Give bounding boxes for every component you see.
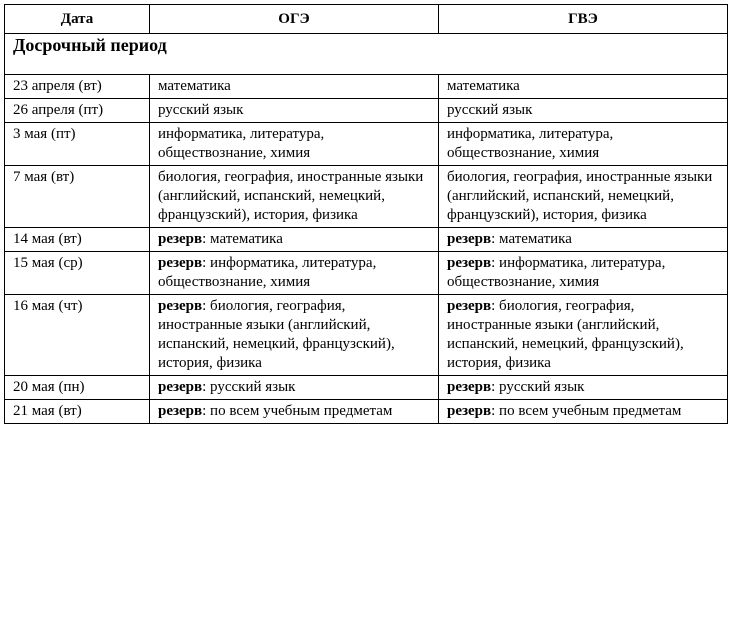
row-date: 26 апреля (пт)	[5, 99, 150, 123]
reserve-label: резерв	[158, 231, 203, 247]
table-row	[5, 75, 728, 99]
row-oge	[150, 123, 439, 166]
row-gve	[439, 99, 728, 123]
row-date: 14 мая (вт)	[5, 228, 150, 252]
oge-subjects: математика	[158, 78, 231, 94]
row-gve	[439, 376, 728, 400]
row-date: 20 мая (пн)	[5, 376, 150, 400]
section-title: Досрочный период	[5, 34, 728, 75]
row-date: 16 мая (чт)	[5, 295, 150, 376]
row-oge	[150, 228, 439, 252]
header-date: Дата	[5, 5, 150, 34]
table-row	[5, 123, 728, 166]
row-oge	[150, 99, 439, 123]
row-gve	[439, 166, 728, 228]
row-oge	[150, 75, 439, 99]
section-row	[5, 34, 728, 75]
table-row	[5, 99, 728, 123]
row-gve	[439, 295, 728, 376]
oge-subjects: информатика, литература, обществознание, химия	[158, 126, 325, 161]
gve-subjects: : информатика, литература, обществознание, химия	[447, 255, 666, 290]
reserve-label: резерв	[158, 255, 203, 271]
gve-subjects: математика	[447, 78, 520, 94]
row-gve	[439, 123, 728, 166]
header-gve: ГВЭ	[439, 5, 728, 34]
gve-subjects: информатика, литература, обществознание, химия	[447, 126, 614, 161]
row-oge	[150, 166, 439, 228]
table-row	[5, 228, 728, 252]
header-oge: ОГЭ	[150, 5, 439, 34]
gve-subjects: биология, география, иностранные языки (английский, испанский, немецкий, французский), история, физика	[447, 169, 713, 223]
reserve-label: резерв	[447, 379, 492, 395]
row-oge	[150, 252, 439, 295]
gve-subjects: : математика	[491, 231, 572, 247]
reserve-label: резерв	[158, 403, 203, 419]
table-row	[5, 376, 728, 400]
oge-subjects: русский язык	[158, 102, 244, 118]
table-row	[5, 400, 728, 424]
exam-schedule-table	[4, 4, 728, 424]
reserve-label: резерв	[158, 379, 203, 395]
gve-subjects: : русский язык	[491, 379, 585, 395]
row-oge	[150, 376, 439, 400]
gve-subjects: русский язык	[447, 102, 533, 118]
row-gve	[439, 252, 728, 295]
oge-subjects: : по всем учебным предметам	[202, 403, 393, 419]
row-oge	[150, 400, 439, 424]
reserve-label: резерв	[447, 403, 492, 419]
oge-subjects: : математика	[202, 231, 283, 247]
row-oge	[150, 295, 439, 376]
reserve-label: резерв	[158, 298, 203, 314]
oge-subjects: : информатика, литература, обществознание, химия	[158, 255, 377, 290]
row-date: 3 мая (пт)	[5, 123, 150, 166]
table-row	[5, 166, 728, 228]
row-date: 21 мая (вт)	[5, 400, 150, 424]
row-gve	[439, 400, 728, 424]
row-gve	[439, 75, 728, 99]
table-row	[5, 295, 728, 376]
reserve-label: резерв	[447, 231, 492, 247]
row-date: 23 апреля (вт)	[5, 75, 150, 99]
gve-subjects: : по всем учебным предметам	[491, 403, 682, 419]
header-row	[5, 5, 728, 34]
table-row	[5, 252, 728, 295]
oge-subjects: : биология, география, иностранные языки (английский, испанский, немецкий, французский), история, физика	[158, 298, 395, 371]
row-gve	[439, 228, 728, 252]
gve-subjects: : биология, география, иностранные языки (английский, испанский, немецкий, французский), история, физика	[447, 298, 684, 371]
oge-subjects: : русский язык	[202, 379, 296, 395]
reserve-label: резерв	[447, 298, 492, 314]
row-date: 15 мая (ср)	[5, 252, 150, 295]
row-date: 7 мая (вт)	[5, 166, 150, 228]
oge-subjects: биология, география, иностранные языки (английский, испанский, немецкий, французский), история, физика	[158, 169, 424, 223]
reserve-label: резерв	[447, 255, 492, 271]
